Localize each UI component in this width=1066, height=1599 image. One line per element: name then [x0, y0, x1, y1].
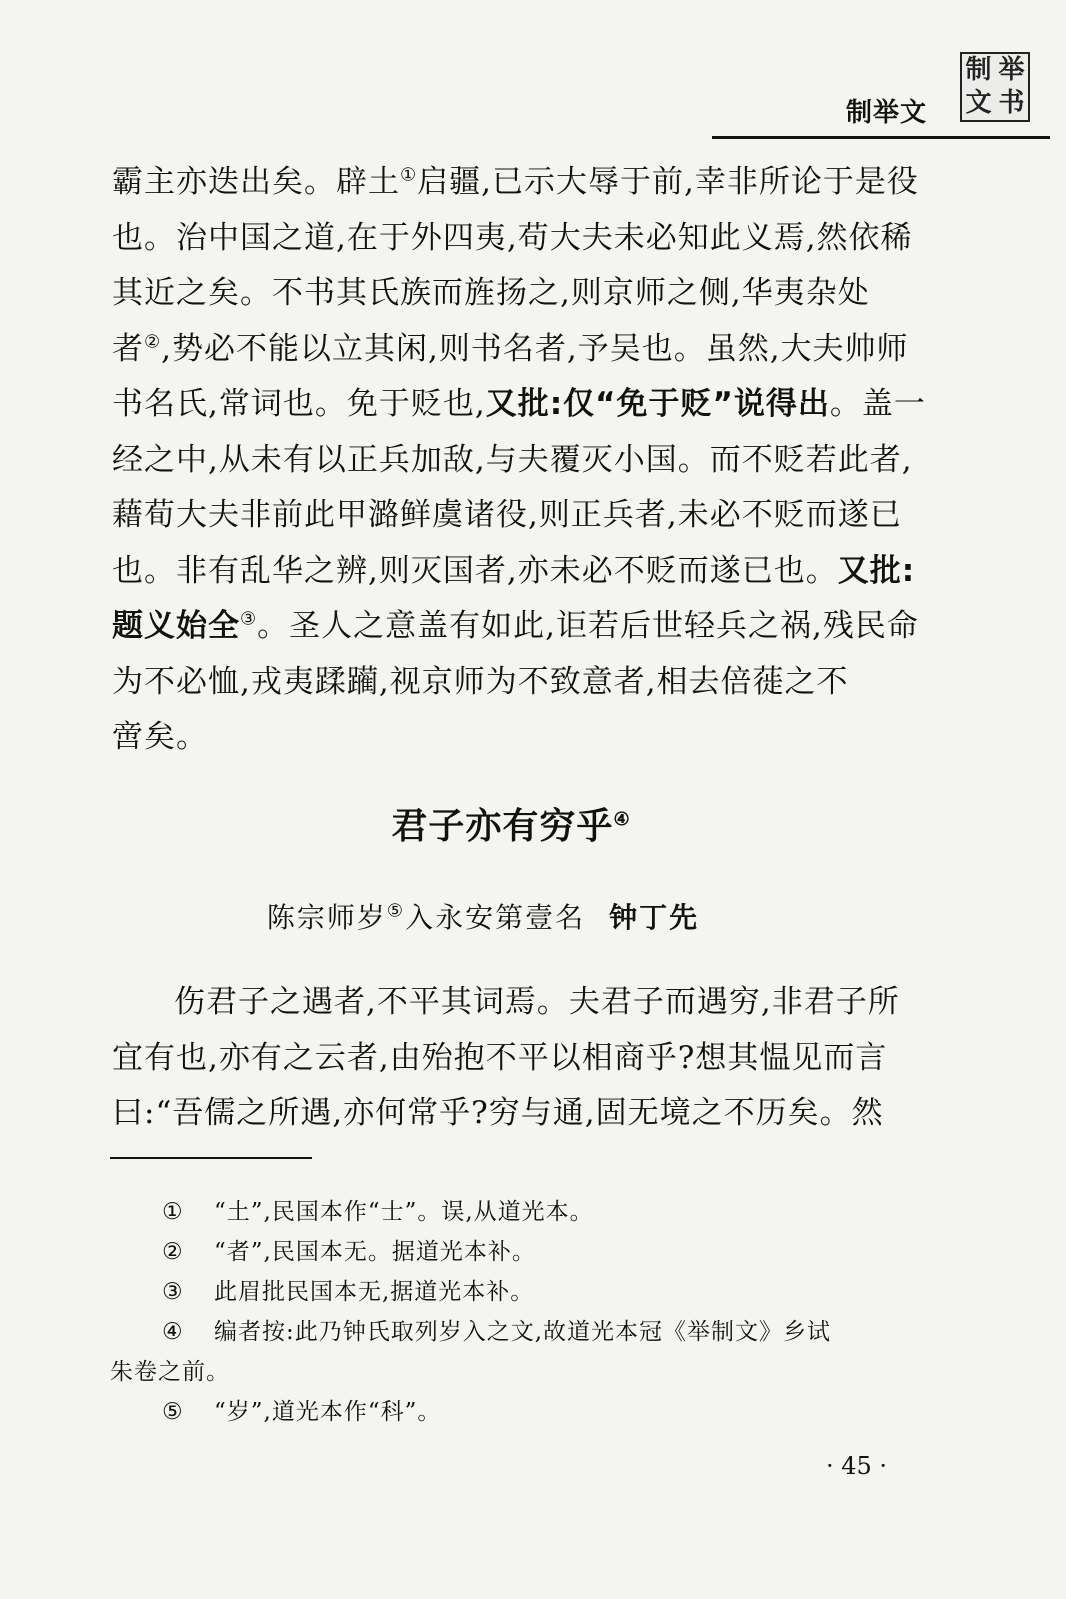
text-run: 。盖一: [829, 386, 926, 422]
footnote-ref: ③: [240, 608, 258, 630]
footnote-number: ①: [162, 1199, 184, 1225]
seal-logo: [960, 52, 1030, 122]
footnote-text: “土”,民国本作“士”。误,从道光本。: [214, 1199, 594, 1225]
commentary-text: 又批:仅“免于贬”说得出: [485, 386, 830, 422]
seal-char: 书: [998, 88, 1025, 118]
text-line: 也。治中国之道,在于外四夷,苟大夫未必知此义焉,然依稀: [112, 219, 913, 256]
header-rule: [712, 136, 1050, 139]
footnotes: [110, 1192, 930, 1432]
footnote-number: ⑤: [162, 1399, 184, 1425]
footnote: [110, 1272, 930, 1312]
text-line: 宜有也,亦有之云者,由殆抱不平以相商乎?想其愠见而言: [112, 1039, 888, 1076]
footnote-rule: [110, 1157, 312, 1159]
text-run: 书名氏,常词也。免于贬也,: [112, 386, 486, 422]
text-line: [112, 322, 932, 378]
text-run: 霸主亦迭出矣。辟土: [112, 164, 400, 200]
footnote-number: ②: [162, 1239, 184, 1265]
footnote: [110, 1312, 930, 1352]
footnote-text: “岁”,道光本作“科”。: [214, 1399, 442, 1425]
body-text: [112, 155, 932, 766]
text-line: 伤君子之遇者,不平其词焉。夫君子而遇穷,非君子所: [174, 984, 900, 1020]
text-line: 藉荀大夫非前此甲潞鲜虞诸役,则正兵者,未必不贬而遂已: [112, 497, 902, 533]
text-line: [112, 155, 932, 211]
footnote: [110, 1392, 930, 1432]
author-name: 钟丁先: [609, 901, 700, 934]
text-line: 其近之矣。不书其氏族而旌扬之,则京师之侧,华夷杂处: [112, 275, 870, 311]
footnote-continuation: 朱卷之前。: [110, 1359, 230, 1385]
byline-text: 入永安第壹名: [405, 901, 586, 934]
seal-char: 举: [998, 55, 1025, 85]
footnote-ref: ②: [144, 331, 162, 353]
text-line: 啻矣。: [112, 719, 208, 755]
footnote-ref: ④: [613, 809, 631, 830]
byline-text: 陈宗师岁: [266, 901, 387, 934]
seal-char: 制: [965, 55, 992, 85]
footnote: [110, 1232, 930, 1272]
footnote-ref: ⑤: [386, 900, 406, 922]
text-line: [112, 599, 932, 655]
text-line: [112, 544, 932, 600]
footnote: [110, 1192, 930, 1232]
running-header: 制举文: [846, 98, 928, 128]
footnote-text: 此眉批民国本无,据道光本补。: [214, 1279, 535, 1305]
text-run: 启疆,已示大辱于前,幸非所论于是役: [417, 164, 919, 200]
footnote-text: 编者按:此乃钟氏取列岁入之文,故道光本冠《举制文》乡试: [214, 1319, 832, 1345]
essay-body: [112, 975, 932, 1142]
page-number: · 45 ·: [826, 1452, 888, 1480]
seal-char: 文: [965, 88, 992, 118]
essay-title: [0, 798, 1066, 849]
text-run: 者: [112, 330, 144, 367]
text-line: [112, 377, 932, 433]
footnote-number: ③: [162, 1279, 184, 1305]
footnote-text: “者”,民国本无。据道光本补。: [214, 1239, 536, 1265]
text-line: 经之中,从未有以正兵加敌,与夫覆灭小国。而不贬若此者,: [112, 441, 913, 478]
text-line: 曰:“吾儒之所遇,亦何常乎?穷与通,固无境之不历矣。然: [112, 1095, 884, 1131]
commentary-text: 又批:: [837, 552, 916, 589]
essay-title-text: 君子亦有穷乎: [391, 805, 614, 847]
footnote-number: ④: [162, 1319, 184, 1345]
text-run: 也。非有乱华之辨,则灭国者,亦未必不贬而遂已也。: [112, 552, 838, 589]
text-run: ,势必不能以立其闲,则书名者,予吴也。虽然,大夫帅师: [161, 330, 909, 367]
byline: [0, 896, 1066, 936]
text-line: 为不必恤,戎夷蹂躏,视京师为不致意者,相去倍蓰之不: [112, 663, 849, 700]
footnote-ref: ①: [400, 164, 418, 186]
text-run: 。圣人之意盖有如此,讵若后世轻兵之祸,残民命: [257, 608, 919, 644]
commentary-text: 题义始全: [112, 608, 240, 644]
